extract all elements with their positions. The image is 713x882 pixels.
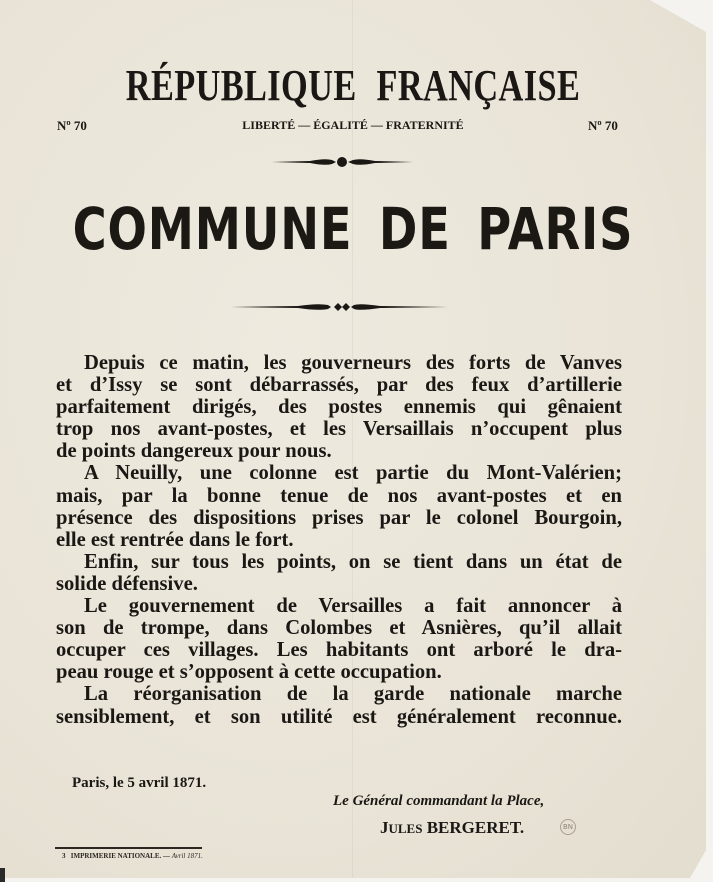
text-line: Le gouvernement de Versailles a fait annoncer à [84, 595, 622, 618]
paragraph-defensive [56, 551, 622, 595]
national-motto: LIBERTÉ — ÉGALITÉ — FRATERNITÉ [242, 118, 464, 132]
printer-rule [55, 847, 202, 849]
signatory-last-name: BERGERET. [426, 818, 525, 837]
signatory-role: Le Général commandant la Place, [333, 793, 545, 809]
printer-name: IMPRIMERIE NATIONALE. — [70, 852, 170, 860]
printer-date: Avril 1871. [171, 852, 203, 860]
text-line: son de trompe, dans Colombes et Asnières, qu’il allait [56, 617, 622, 640]
text-line: La réorganisation de la garde nationale marche [84, 683, 622, 706]
text-line: trop nos avant-postes, et les Versaillais n’occupent plus [56, 418, 622, 441]
paragraph-neuilly [56, 462, 622, 550]
text-line: mais, par la bonne tenue de nos avant-postes et en [56, 484, 622, 507]
text-line: parfaitement dirigés, des postes ennemis qui gênaient [56, 396, 622, 419]
ornament-divider-bottom [228, 300, 450, 314]
paragraph-forts [56, 352, 622, 462]
text-line: et d’Issy se sont débarrassés, par des feux d’artillerie [56, 374, 622, 397]
text-line: de points dangereux pour nous. [56, 440, 332, 463]
signatory-name [380, 818, 524, 838]
printer-number: 3 [62, 852, 66, 860]
text-line: A Neuilly, une colonne est partie du Mont-Valérien; [84, 462, 622, 485]
text-line: occuper ces villages. Les habitants ont arboré le dra- [56, 639, 622, 662]
text-line: solide défensive. [56, 572, 198, 595]
poster-number-right: Nº 70 [588, 118, 618, 133]
text-line: sensiblement, et son utilité est généralement reconnue. [56, 705, 622, 728]
library-stamp: BN [560, 819, 576, 835]
paragraph-garde-nationale [56, 683, 622, 727]
commune-heading: COMMUNE DE PARIS [72, 195, 634, 263]
scan-edge-mark [0, 868, 5, 882]
proclamation-body [56, 352, 622, 728]
signatory-first-initial: J [380, 818, 389, 837]
date-line: Paris, le 5 avril 1871. [72, 775, 207, 791]
republic-title: RÉPUBLIQUE FRANÇAISE [125, 61, 581, 110]
paragraph-versailles [56, 595, 622, 683]
printer-imprint [62, 852, 203, 860]
poster-number-left: Nº 70 [57, 118, 87, 133]
signatory-first-rest: ULES [388, 821, 423, 836]
ornament-divider-top [270, 155, 415, 169]
text-line: présence des dispositions prises par le colonel Bourgoin, [56, 506, 622, 529]
text-line: Enfin, sur tous les points, on se tient dans un état de [84, 550, 622, 573]
text-line: peau rouge et s’opposent à cette occupation. [56, 661, 442, 684]
text-line: elle est rentrée dans le fort. [56, 528, 294, 551]
text-line: Depuis ce matin, les gouverneurs des forts de Vanves [84, 352, 622, 374]
